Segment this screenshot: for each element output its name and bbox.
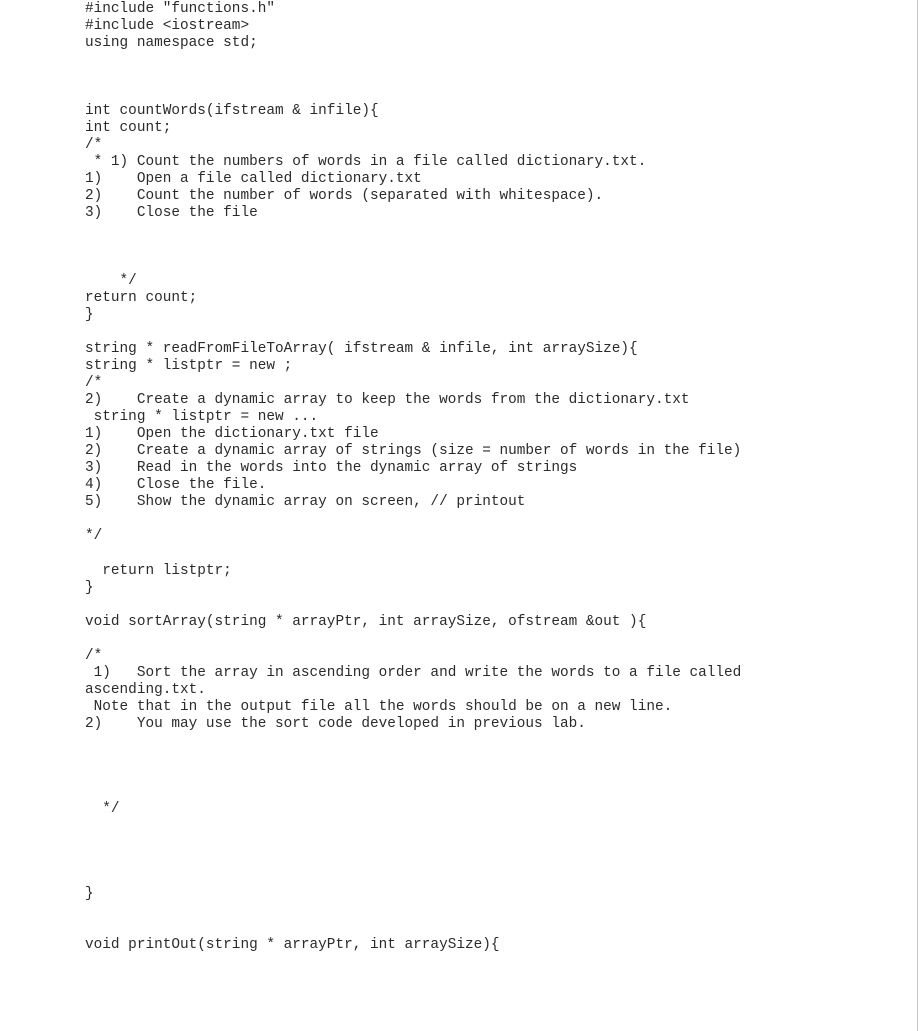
code-line: 2) You may use the sort code developed in previous lab. bbox=[85, 716, 586, 732]
code-line: return count; bbox=[85, 290, 198, 306]
code-line-include-iostream: #include <iostream> bbox=[85, 18, 250, 34]
code-line: 2) Create a dynamic array to keep the words from the dictionary.txt bbox=[85, 392, 690, 408]
code-line-countwords-signature: int countWords(ifstream & infile){ bbox=[85, 103, 379, 119]
code-line: string * listptr = new ... bbox=[85, 409, 319, 425]
code-line: } bbox=[85, 307, 94, 323]
code-line: } bbox=[85, 580, 94, 596]
code-line: */ bbox=[85, 528, 103, 544]
code-line-include-functions: #include "functions.h" bbox=[85, 1, 275, 17]
code-line: ascending.txt. bbox=[85, 682, 206, 698]
code-line: return listptr; bbox=[85, 563, 232, 579]
code-line-readfromfile-signature: string * readFromFileToArray( ifstream & infile, int arraySize){ bbox=[85, 341, 638, 357]
code-line-using-namespace: using namespace std; bbox=[85, 35, 258, 51]
code-line: int count; bbox=[85, 120, 172, 136]
code-line: 1) Open a file called dictionary.txt bbox=[85, 171, 422, 187]
code-line: /* bbox=[85, 137, 103, 153]
code-line: 5) Show the dynamic array on screen, // printout bbox=[85, 494, 526, 510]
code-line: 2) Count the number of words (separated with whitespace). bbox=[85, 188, 604, 204]
code-line: } bbox=[85, 886, 94, 902]
code-line: /* bbox=[85, 375, 103, 391]
code-line: 4) Close the file. bbox=[85, 477, 267, 493]
code-line: /* bbox=[85, 648, 103, 664]
code-line: 2) Create a dynamic array of strings (size = number of words in the file) bbox=[85, 443, 742, 459]
code-line: string * listptr = new ; bbox=[85, 358, 293, 374]
code-line: 1) Open the dictionary.txt file bbox=[85, 426, 379, 442]
code-line: 1) Sort the array in ascending order and write the words to a file called bbox=[85, 665, 742, 681]
code-line: 3) Close the file bbox=[85, 205, 258, 221]
code-line: Note that in the output file all the words should be on a new line. bbox=[85, 699, 673, 715]
code-line: * 1) Count the numbers of words in a file called dictionary.txt. bbox=[85, 154, 647, 170]
code-line: */ bbox=[85, 801, 120, 817]
code-line: */ bbox=[85, 273, 137, 289]
code-line-printout-signature: void printOut(string * arrayPtr, int arraySize){ bbox=[85, 937, 500, 953]
code-line: 3) Read in the words into the dynamic array of strings bbox=[85, 460, 578, 476]
code-line-sortarray-signature: void sortArray(string * arrayPtr, int arraySize, ofstream &out ){ bbox=[85, 614, 647, 630]
